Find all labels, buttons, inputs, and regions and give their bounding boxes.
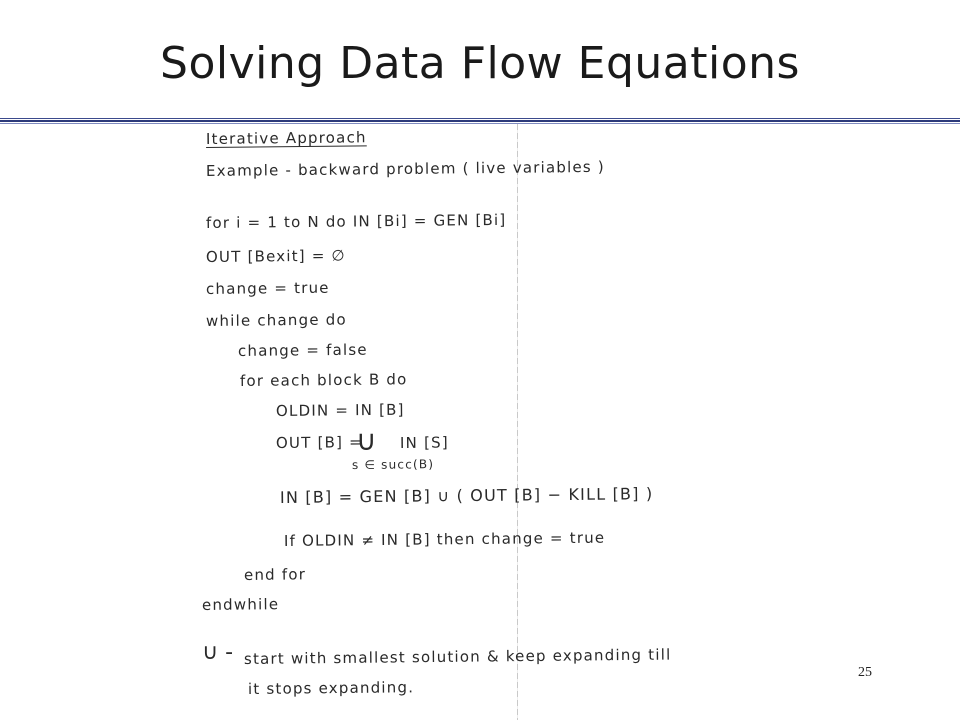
union-symbol: ∪ [356,424,377,457]
notes-end-for-line: end for [243,565,307,584]
notes-end-while-line: endwhile [201,595,280,614]
page-fold-line [517,124,518,720]
notes-union-subscript: s ∈ succ(B) [351,457,435,472]
notes-out-eq-rhs: IN [S] [399,433,449,452]
handwritten-notes-image [190,124,770,720]
notes-change-true-line: change = true [205,278,330,298]
notes-in-eq-line: IN [B] = GEN [B] ∪ ( OUT [B] − KILL [B] ) [279,484,654,507]
notes-if-line: If OLDIN ≠ IN [B] then change = true [283,528,606,550]
notes-oldin-line: OLDIN = IN [B] [275,400,405,420]
notes-for-each-line: for each block B do [239,370,408,390]
notes-for-init-line: for i = 1 to N do IN [Bi] = GEN [Bi] [205,210,507,232]
page-number: 25 [858,665,872,680]
notes-heading: Iterative Approach [205,128,367,148]
notes-out-exit-line: OUT [Bexit] = ∅ [205,246,346,266]
notes-note-line2: it stops expanding. [247,678,415,698]
notes-example-line: Example - backward problem ( live variables ) [205,157,606,180]
notes-note-line1: start with smallest solution & keep expanding till [243,645,672,668]
notes-out-eq-lhs: OUT [B] = [275,433,363,452]
notes-union-note-symbol: ∪ - [202,640,234,665]
notes-change-false-line: change = false [237,340,368,360]
notes-while-line: while change do [205,310,347,330]
slide-title: Solving Data Flow Equations [160,38,800,89]
